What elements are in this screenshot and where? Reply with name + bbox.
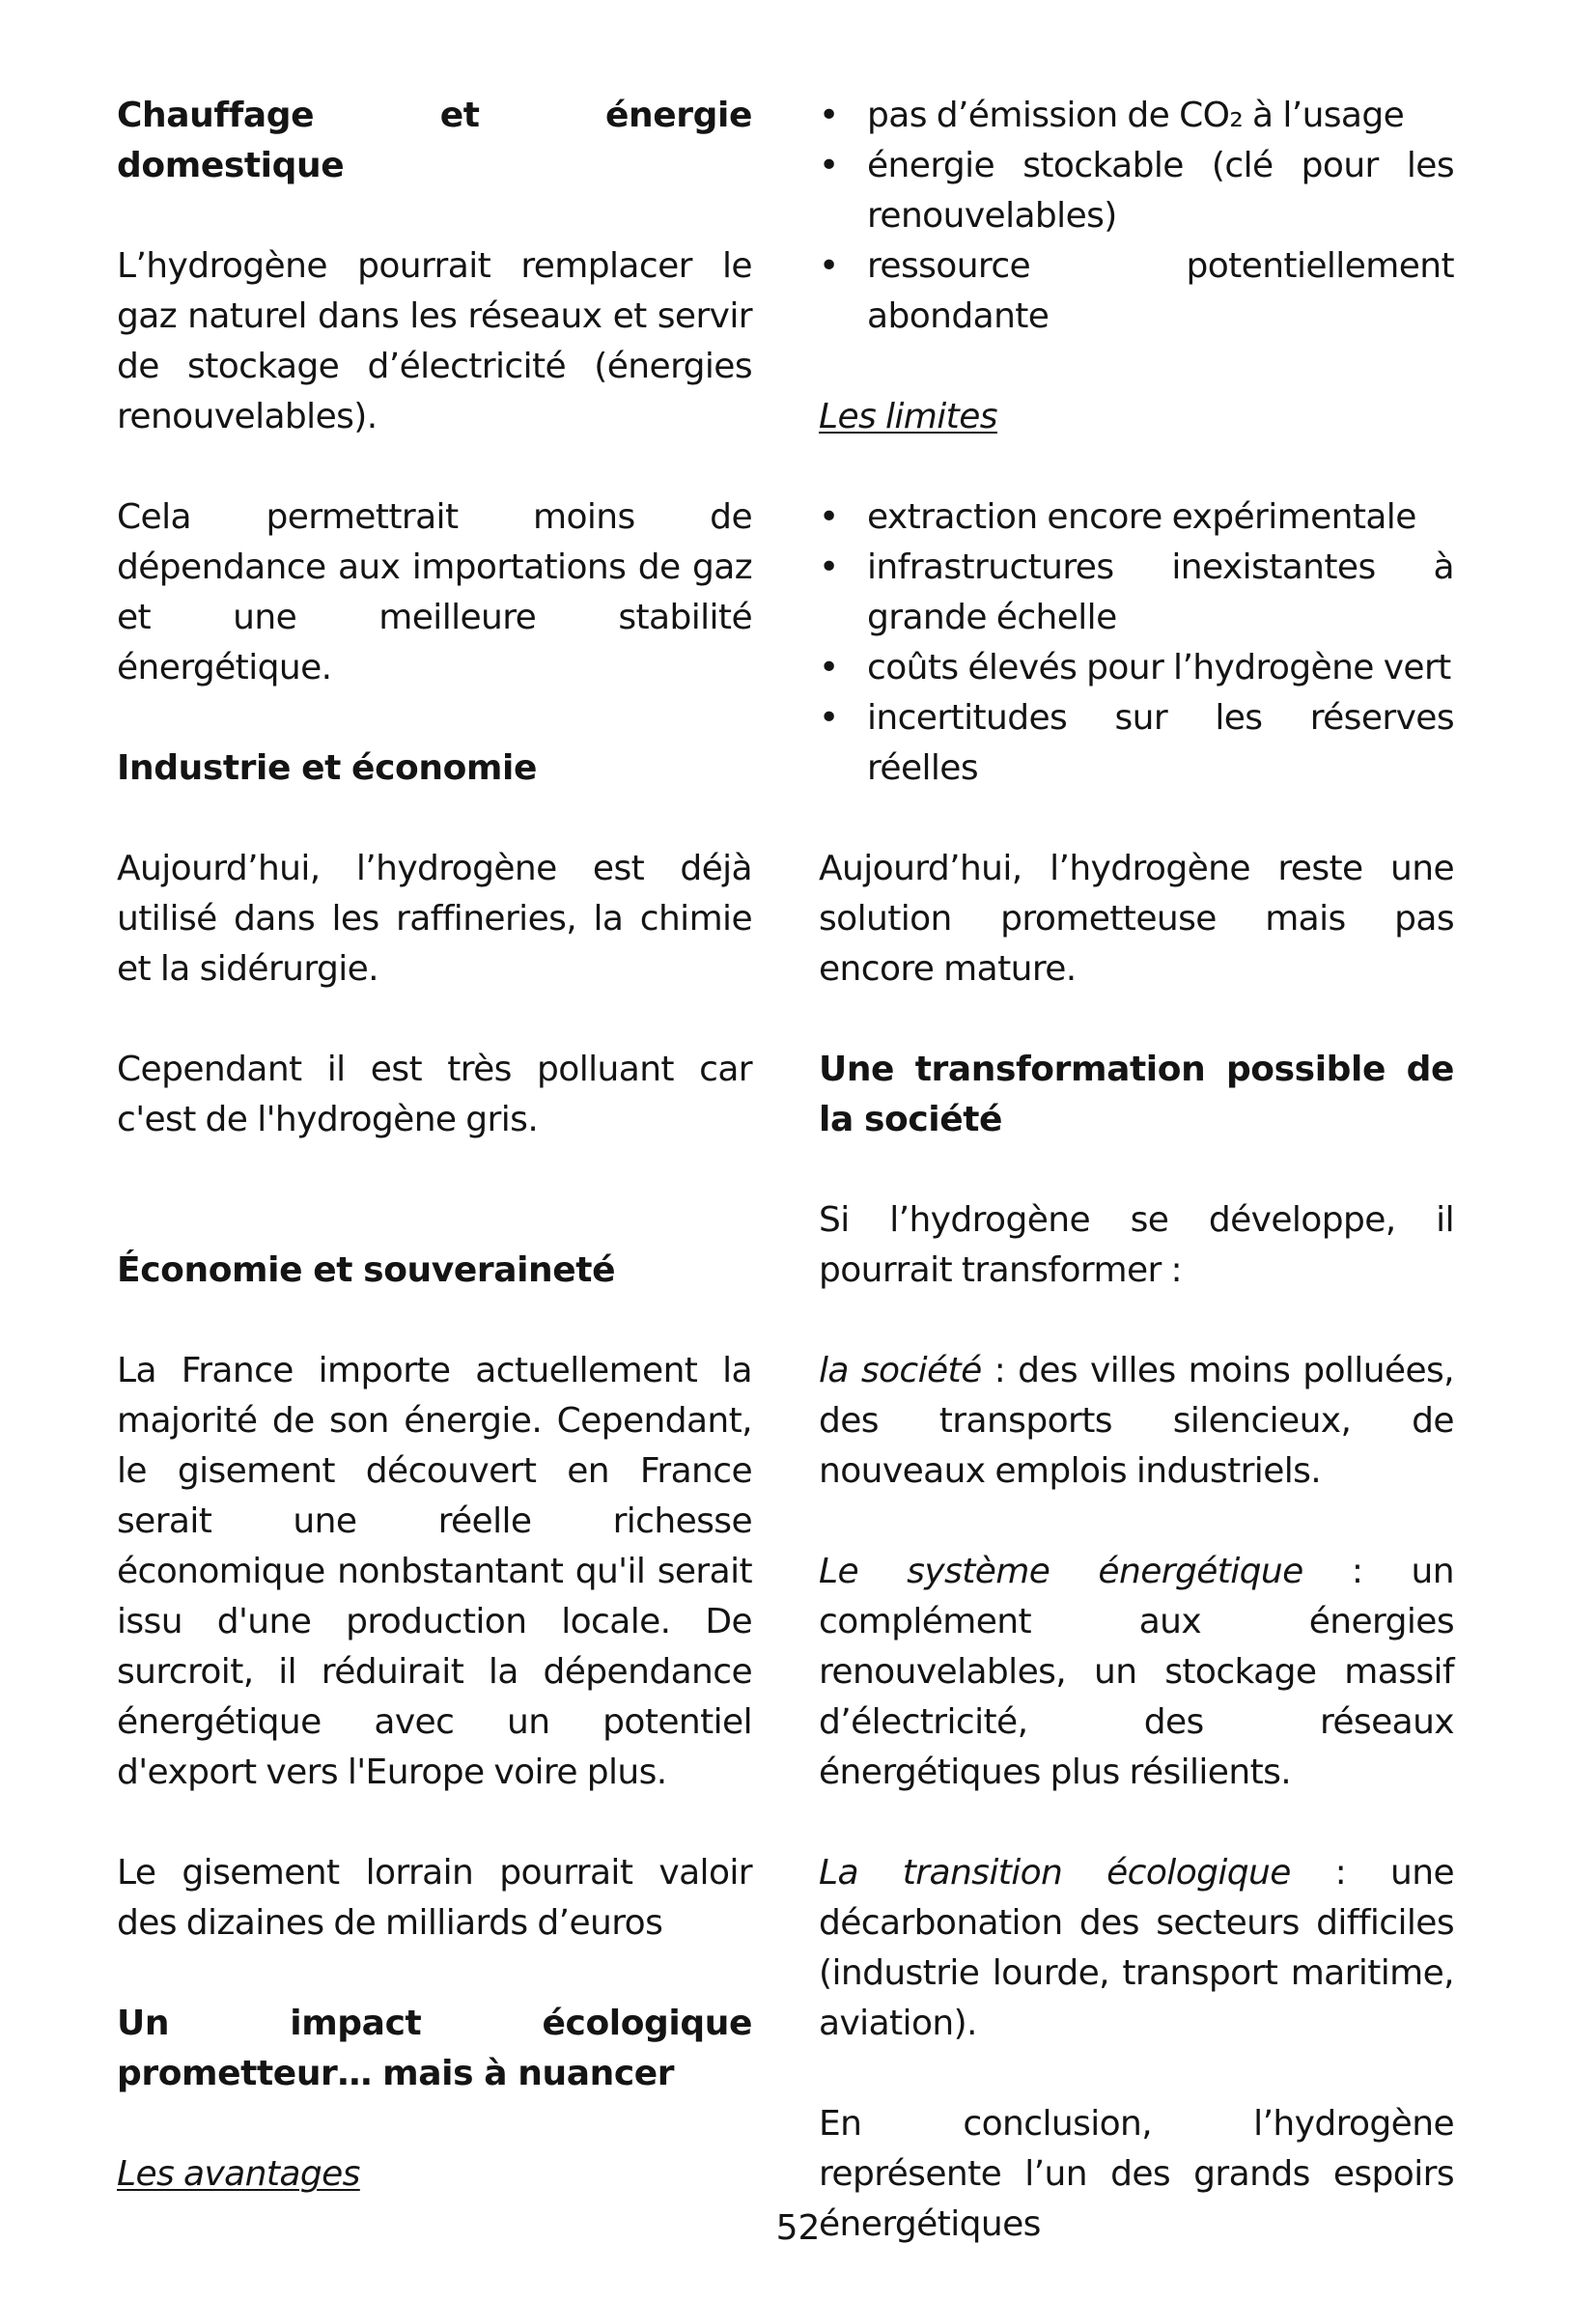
paragraph-utilise: Aujourd’hui, l’hydrogène est déjà utilisé dans les raffineries, la chimie et la sidérurgie. (117, 849, 752, 989)
page-number: 52 (775, 2208, 821, 2248)
bullet-icon: • (819, 497, 839, 537)
limites-list (819, 492, 1454, 794)
text-systeme: : un complément aux énergies renouvelables, un stockage massif d’électricité, des réseaux énergétiques plus résilients. (819, 1552, 1454, 1792)
list-item-text: ressource potentiellement abondante (867, 246, 1454, 336)
list-item-text: pas d’émission de CO₂ à l’usage (867, 96, 1405, 135)
subheading-limites: Les limites (819, 397, 997, 436)
heading-souverainete: Économie et souveraineté (117, 1250, 616, 1290)
bullet-icon: • (819, 246, 839, 286)
paragraph-societe (819, 1346, 1454, 1497)
paragraph-si-developpe: Si l’hydrogène se développe, il pourrait transformer : (819, 1200, 1454, 1290)
term-systeme: Le système énergétique (819, 1552, 1303, 1591)
spacer (117, 1195, 752, 1246)
list-item-text: infrastructures inexistantes à grande échelle (867, 547, 1454, 637)
list-item (819, 492, 1454, 543)
avantages-list (819, 91, 1454, 342)
text-societe: : des villes moins polluées, des transports silencieux, de nouveaux emplois industriels. (819, 1351, 1455, 1491)
list-item-text: extraction encore expérimentale (867, 497, 1416, 537)
bullet-icon: • (819, 698, 839, 738)
heading-industrie: Industrie et économie (117, 748, 537, 788)
paragraph-transition (819, 1848, 1454, 2049)
paragraph-solution: Aujourd’hui, l’hydrogène reste une solution prometteuse mais pas encore mature. (819, 849, 1454, 989)
text-transition: : une décarbonation des secteurs difficiles (industrie lourde, transport maritime, aviation). (819, 1853, 1455, 2043)
right-column (819, 91, 1454, 2300)
paragraph-dependance: Cela permettrait moins de dépendance aux importations de gaz et une meilleure stabilité énergétique. (117, 497, 752, 687)
subheading-avantages: Les avantages (117, 2154, 360, 2194)
paragraph-systeme (819, 1547, 1454, 1798)
paragraph-remplacer-gaz: L’hydrogène pourrait remplacer le gaz naturel dans les réseaux et servir de stockage d’électricité (énergies renouvelables). (117, 246, 752, 436)
list-item (819, 693, 1454, 794)
term-transition: La transition écologique (819, 1853, 1291, 1893)
bullet-icon: • (819, 547, 839, 587)
list-item-text: incertitudes sur les réserves réelles (867, 698, 1454, 788)
term-societe: la société (819, 1351, 982, 1390)
list-item (819, 643, 1454, 693)
paragraph-gisement: Le gisement lorrain pourrait valoir des dizaines de milliards d’euros (117, 1853, 752, 1943)
paragraph-polluant: Cependant il est très polluant car c'est de l'hydrogène gris. (117, 1050, 752, 1139)
bullet-icon: • (819, 146, 839, 185)
list-item (819, 241, 1454, 342)
paragraph-france: La France importe actuellement la majorité de son énergie. Cependant, le gisement découvert en France serait une réelle richesse économique nonbstantant qu'il serait issu d'une production locale. De surcroit, il réduirait la dépendance énergétique avec un potentiel d'export vers l'Europe voire plus. (117, 1351, 752, 1792)
bullet-icon: • (819, 648, 839, 687)
heading-impact: Un impact écologique prometteur… mais à nuancer (117, 2004, 752, 2093)
paragraph-conclusion: En conclusion, l’hydrogène représente l’un des grands espoirs énergétiques (819, 2104, 1454, 2244)
list-item-text: coûts élevés pour l’hydrogène vert (867, 648, 1451, 687)
left-column (117, 91, 752, 2250)
heading-transformation: Une transformation possible de la société (819, 1050, 1454, 1139)
heading-chauffage: Chauffage et énergie domestique (117, 96, 752, 185)
list-item (819, 543, 1454, 643)
list-item (819, 91, 1454, 141)
bullet-icon: • (819, 96, 839, 135)
list-item (819, 141, 1454, 241)
list-item-text: énergie stockable (clé pour les renouvelables) (867, 146, 1454, 236)
